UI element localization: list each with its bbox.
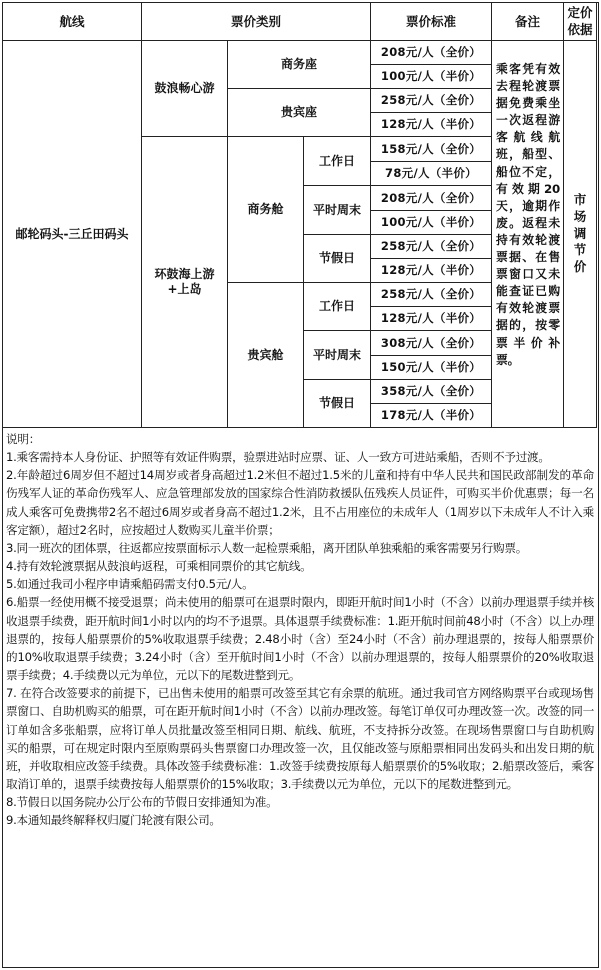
note-item: 1.乘客需持本人身份证、护照等有效证件购票，验票进站时应票、证、人一致方可进站乘船，否则不予过渡。 <box>6 450 550 465</box>
price-half: 100元/人（半价） <box>371 65 492 89</box>
cabin-business: 商务舱 <box>228 137 304 283</box>
price-half: 128元/人（半价） <box>371 113 492 137</box>
price-half: 128元/人（半价） <box>371 307 492 331</box>
period-weekday: 工作日 <box>304 283 371 331</box>
header-route: 航线 <box>3 3 142 41</box>
price-half: 78元/人（半价） <box>371 162 492 186</box>
note-item: 8.节假日以国务院办公厅公布的节假日安排通知为准。 <box>6 795 278 810</box>
price-full: 208元/人（全价） <box>371 186 492 211</box>
price-full: 308元/人（全价） <box>371 331 492 356</box>
header-ticket-type: 票价类别 <box>142 3 371 41</box>
note-item: 5.如通过我司小程序申请乘船码需支付0.5元/人。 <box>6 577 254 592</box>
price-half: 128元/人（半价） <box>371 259 492 283</box>
remarks-text: 乘客凭有效去程轮渡票据免费乘坐一次返程游客航线航班，船型、船位不定，有效期20天，逾期作废。返程未持有效轮渡票据、在售票窗口又未能查证已购有效轮渡票据的，按零票半价补票。 <box>492 41 564 428</box>
price-full: 358元/人（全价） <box>371 380 492 404</box>
note-item: 9.本通知最终解释权归厦门轮渡有限公司。 <box>6 813 221 828</box>
notes-section <box>3 430 597 829</box>
price-full: 208元/人（全价） <box>371 41 492 65</box>
product-gulang-changxin: 鼓浪畅心游 <box>142 41 228 137</box>
header-pricing-basis: 定价依据 <box>564 3 597 41</box>
period-weekend: 平时周末 <box>304 331 371 380</box>
pricing-basis: 市场调节价 <box>564 41 597 428</box>
note-item: 2.年龄超过6周岁但不超过14周岁或者身高超过1.2米但不超过1.5米的儿童和持有中华人民共和国民政部制发的革命伤残军人证的革命伤残军人、应急管理部发放的国家综合性消防救援队伍残疾人员证件，可购买半价优惠票；每一名成人乘客可免费携带2名不超过6周岁或者身高不超过1.2米，且不占用座位的未成年人（1周岁以下未成年人不计入乘客定额），超过2名时，应按超过人数购买儿童半价票； <box>6 468 594 537</box>
notes-title: 说明： <box>6 432 41 446</box>
price-half: 100元/人（半价） <box>371 211 492 235</box>
period-holiday: 节假日 <box>304 380 371 428</box>
header-price-standard: 票价标准 <box>371 3 492 41</box>
price-half: 150元/人（半价） <box>371 356 492 380</box>
period-weekend: 平时周末 <box>304 186 371 235</box>
note-item: 7. 在符合改签要求的前提下，已出售未使用的船票可改签至其它有余票的航班。通过我司官方网络购票平台或现场售票窗口、自助机购买的船票，可在距开航时间1小时（不含）以前办理改签。每笔订单仅可办理改签一次。改签的同一订单如含多张船票，应将订单人员批量改签至相同日期、航线、航班，不支持拆分改签。在现场售票窗口与自助机购买的船票，可在规定时限内至原购票码头售票窗口办理改签一次，且仅能改签与原船票相同出发码头和出发日期的航班，并收取相应改签手续费。具体改签手续费标准：1.改签手续费按原每人船票票价的5%收取；2.船票改签后，乘客取消订单的，退票手续费按每人船票票价的15%收取；3.手续费以元为单位，元以下的尾数进整到元。 <box>6 686 594 791</box>
price-full: 258元/人（全价） <box>371 89 492 113</box>
note-item: 3.同一班次的团体票，往返都应按票面标示人数一起检票乘船，离开团队单独乘船的乘客需要另行购票。 <box>6 540 528 555</box>
price-full: 258元/人（全价） <box>371 283 492 307</box>
class-vip-seat: 贵宾座 <box>228 89 371 137</box>
product-sea-tour: 环鼓海上游+上岛 <box>142 137 228 428</box>
price-half: 178元/人（半价） <box>371 404 492 428</box>
price-full: 258元/人（全价） <box>371 235 492 259</box>
class-business-seat: 商务座 <box>228 41 371 89</box>
period-weekday: 工作日 <box>304 137 371 186</box>
header-remarks: 备注 <box>492 3 564 41</box>
cabin-vip: 贵宾舱 <box>228 283 304 428</box>
period-holiday: 节假日 <box>304 235 371 283</box>
route-name: 邮轮码头-三丘田码头 <box>3 41 142 428</box>
price-full: 158元/人（全价） <box>371 137 492 162</box>
note-item: 4.持有效轮渡票据从鼓浪屿返程，可乘相同票价的其它航线。 <box>6 559 312 574</box>
note-item: 6.船票一经使用概不接受退票；尚未使用的船票可在退票时限内，即距开航时间1小时（不含）以前办理退票手续并核收退票手续费，距开航时间1小时以内的均不予退票。具体退票手续费标准：1.距开航时间前48小时（不含）以上办理退票的，按每人船票票价的5%收取退票手续费；2.48小时（含）至24小时（不含）前办理退票的，按每人船票票价的10%收取退票手续费；3.24小时（含）至开航时间1小时（不含）以前办理退票的，按每人船票票价的20%收取退票手续费；4.手续费以元为单位，元以下的尾数进整到元。 <box>6 595 594 683</box>
